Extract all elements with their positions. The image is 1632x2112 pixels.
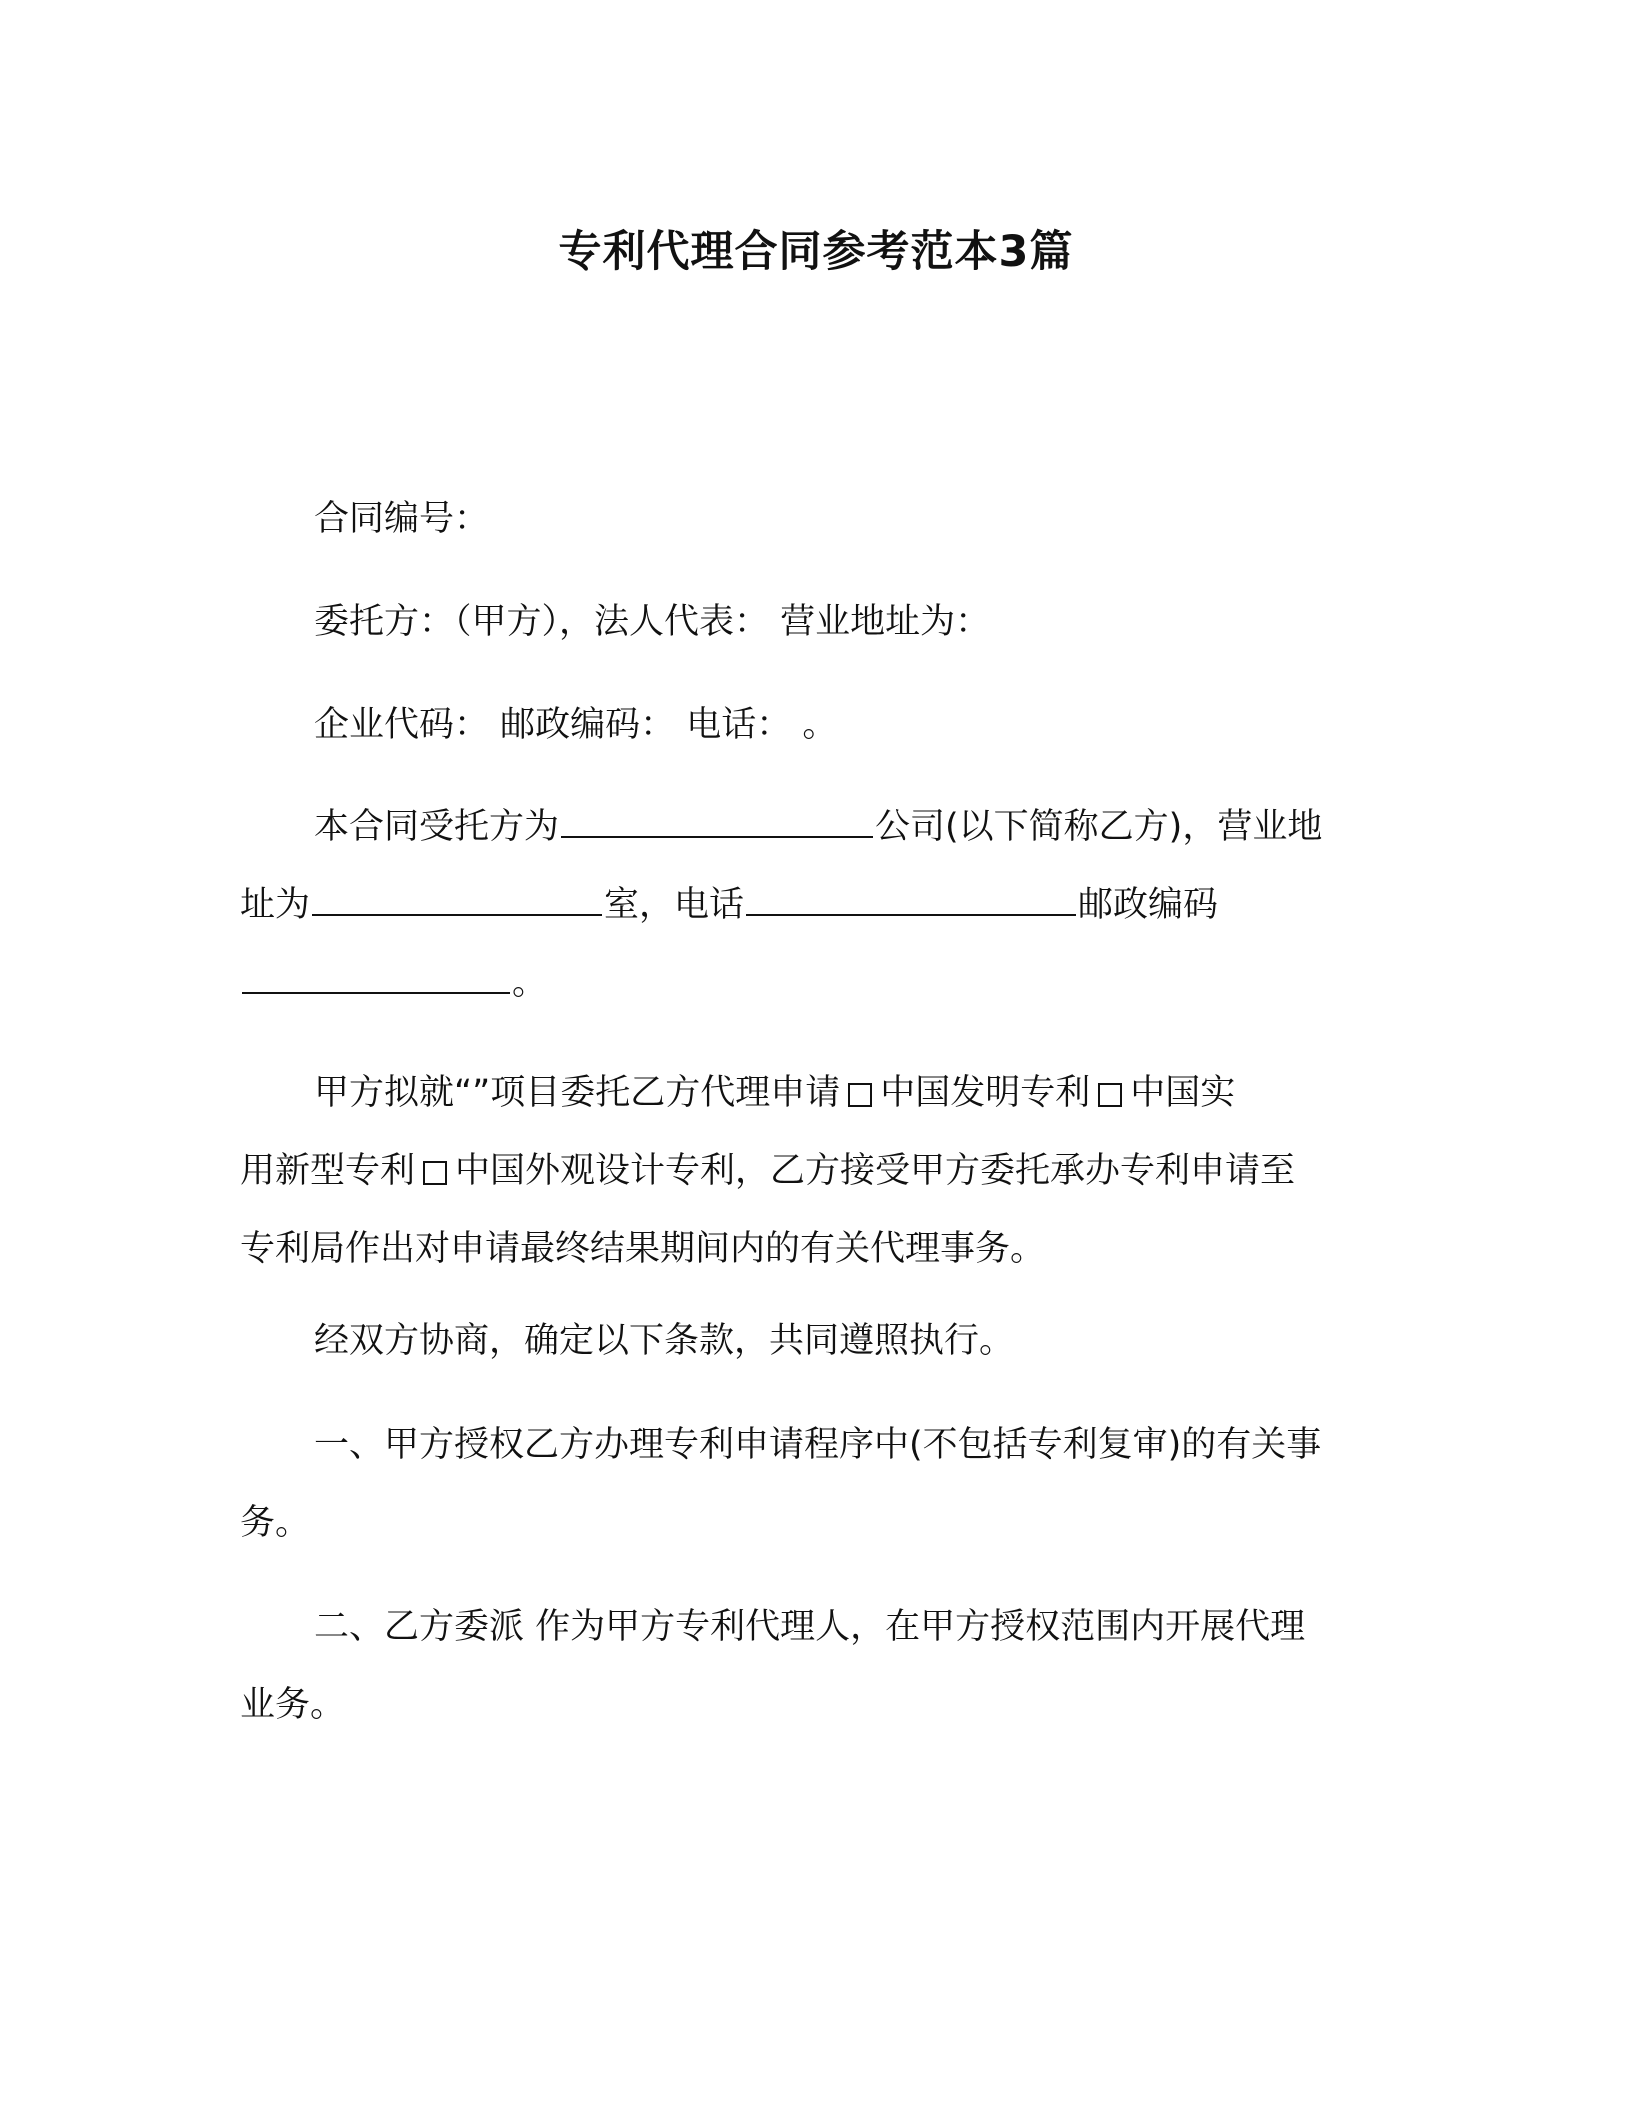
agent-company-blank[interactable] [561, 806, 873, 838]
scope-paragraph [240, 1054, 1400, 1288]
agent-text-1b: 公司(以下简称乙方)，营业地 [875, 807, 1323, 847]
utility-model-label-a: 中国实 [1130, 1073, 1236, 1113]
agent-text-1a: 本合同受托方为 [314, 807, 560, 847]
contract-number-line [240, 480, 1400, 558]
clause-1 [240, 1406, 1400, 1562]
design-patent-label: 中国外观设计专利，乙方接受甲方委托承办专利申请至 [455, 1151, 1296, 1191]
agent-paragraph [240, 788, 1400, 1022]
contract-number-label: 合同编号： [314, 499, 490, 539]
agent-line-1 [240, 788, 1400, 866]
document-title: 专利代理合同参考范本3篇 [558, 227, 1074, 277]
agent-line-2 [240, 866, 1400, 944]
agent-phone-blank[interactable] [746, 884, 1076, 916]
clause-2-line-2: 业务。 [240, 1685, 346, 1725]
invention-patent-label: 中国发明专利 [880, 1073, 1091, 1113]
utility-model-label-b: 用新型专利 [240, 1151, 416, 1191]
clause-1-line-1: 一、甲方授权乙方办理专利申请程序中(不包括专利复审)的有关事 [314, 1425, 1322, 1465]
scope-line-1 [240, 1054, 1400, 1132]
agent-text-2c: 邮政编码 [1078, 885, 1219, 925]
agreement-text: 经双方协商，确定以下条款，共同遵照执行。 [314, 1321, 1015, 1361]
agent-text-2b: 室，电话 [604, 885, 745, 925]
client-line [240, 583, 1400, 661]
clause-2-line-1: 二、乙方委派 作为甲方专利代理人，在甲方授权范围内开展代理 [314, 1607, 1306, 1647]
agent-address-blank[interactable] [312, 884, 602, 916]
client-label: 委托方：（甲方），法人代表： 营业地址为： [314, 602, 991, 642]
utility-model-checkbox[interactable] [1098, 1083, 1122, 1107]
agent-postcode-blank[interactable] [242, 962, 510, 994]
agent-line-3 [240, 944, 1400, 1022]
clause-2 [240, 1588, 1400, 1744]
codes-line [240, 686, 1400, 764]
invention-patent-checkbox[interactable] [848, 1083, 872, 1107]
agent-text-3: 。 [512, 963, 548, 1003]
codes-label: 企业代码： 邮政编码： 电话： 。 [314, 705, 838, 745]
design-patent-checkbox[interactable] [423, 1161, 447, 1185]
agreement-line [240, 1302, 1400, 1380]
scope-line-3: 专利局作出对申请最终结果期间内的有关代理事务。 [240, 1229, 1046, 1269]
agent-text-2a: 址为 [240, 885, 311, 925]
scope-text-1: 甲方拟就“”项目委托乙方代理申请 [314, 1073, 841, 1113]
clause-1-line-2: 务。 [240, 1503, 311, 1543]
scope-line-2 [240, 1132, 1400, 1210]
